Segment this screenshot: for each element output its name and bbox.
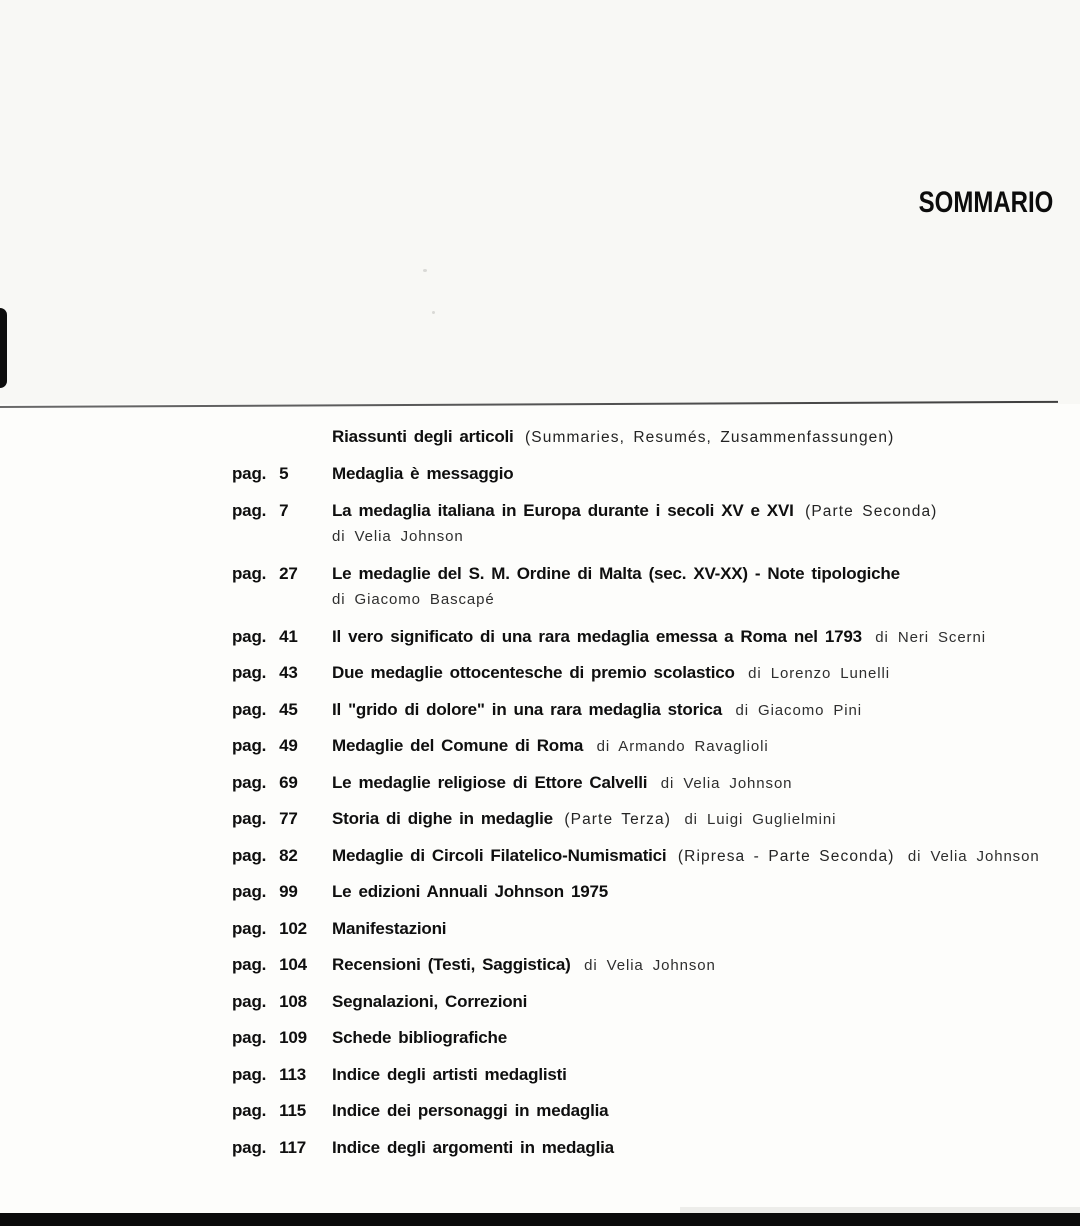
toc-row-pag-49 <box>232 736 1060 757</box>
page-number: 82 <box>279 845 298 865</box>
toc-row-pag-113 <box>232 1065 1060 1086</box>
page-label: pag. <box>232 882 267 901</box>
entry-author: di Lorenzo Lunelli <box>748 665 890 682</box>
entry-title: Le edizioni Annuali Johnson 1975 <box>332 882 608 901</box>
page-number: 113 <box>279 1064 306 1084</box>
toc-row-pag-43 <box>232 663 1060 684</box>
page-label: pag. <box>232 563 267 583</box>
toc-row-pag-77 <box>232 809 1060 830</box>
bottom-scan-bar <box>0 1213 1080 1226</box>
toc-row-pag-5 <box>232 464 1060 485</box>
entry-title: Le medaglie religiose di Ettore Calvelli <box>332 772 648 792</box>
page-label: pag. <box>232 1137 267 1157</box>
toc-row-riassunti <box>232 427 1060 448</box>
toc-row-pag-99 <box>232 882 1060 903</box>
toc-row-pag-41 <box>232 627 1060 648</box>
page-number: 7 <box>279 500 289 520</box>
page-number: 41 <box>279 626 298 646</box>
scan-speck <box>432 311 435 314</box>
page-label: pag. <box>232 663 267 682</box>
entry-title: La medaglia italiana in Europa durante i secoli XV e XVI <box>332 500 794 520</box>
page-number: 102 <box>279 918 307 938</box>
toc-row-pag-115 <box>232 1101 1060 1122</box>
toc-row-pag-27 <box>232 564 1060 609</box>
spine-mark <box>0 308 7 388</box>
entry-title: Medaglie di Circoli Filatelico-Numismatici <box>332 845 667 865</box>
entry-author: di Velia Johnson <box>332 527 464 545</box>
entry-title: Medaglie del Comune di Roma <box>332 736 584 755</box>
entry-title: Indice dei personaggi in medaglia <box>332 1101 609 1120</box>
page-number: 43 <box>279 663 298 682</box>
entry-title: Schede bibliografiche <box>332 1028 507 1047</box>
entry-author: di Velia Johnson <box>584 957 716 974</box>
toc-row-pag-108 <box>232 992 1060 1013</box>
page-column <box>232 427 332 448</box>
entry-title: Recensioni (Testi, Saggistica) <box>332 955 571 974</box>
page-label: pag. <box>232 736 267 755</box>
page-label: pag. <box>232 1028 267 1047</box>
entry-author: di Armando Ravaglioli <box>596 738 769 755</box>
entry-title: Medaglia è messaggio <box>332 464 514 483</box>
entry-title: Il vero significato di una rara medaglia emessa a Roma nel 1793 <box>332 626 862 646</box>
toc-row-pag-102 <box>232 919 1060 940</box>
toc-row-pag-109 <box>232 1028 1060 1049</box>
entry-title: Due medaglie ottocentesche di premio scolastico <box>332 663 735 682</box>
entry-author: di Giacomo Pini <box>735 701 863 719</box>
page-number: 45 <box>279 699 298 719</box>
entry-title: Manifestazioni <box>332 918 447 938</box>
entry-title: Il "grido di dolore" in una rara medaglia storica <box>332 699 723 719</box>
entry-title: Riassunti degli articoli <box>332 427 514 446</box>
page-number: 104 <box>279 955 307 974</box>
page-number: 5 <box>279 464 289 483</box>
page-number: 69 <box>279 772 298 792</box>
page-label: pag. <box>232 772 267 792</box>
page-number: 115 <box>279 1101 306 1120</box>
entry-title: Storia di dighe in medaglie <box>332 809 553 828</box>
scan-speck <box>423 269 427 272</box>
page-number: 99 <box>279 882 298 901</box>
entry-title: Segnalazioni, Correzioni <box>332 991 528 1011</box>
page-number: 77 <box>279 809 298 828</box>
page-label: pag. <box>232 809 267 828</box>
page-number: 117 <box>279 1137 306 1157</box>
toc-row-pag-82 <box>232 846 1060 867</box>
page-label: pag. <box>232 1064 267 1084</box>
page-number: 27 <box>279 563 298 583</box>
toc-row-pag-104 <box>232 955 1060 976</box>
page-number: 49 <box>279 736 298 755</box>
page-label: pag. <box>232 626 267 646</box>
entry-title: Le medaglie del S. M. Ordine di Malta (sec. XV-XX) - Note tipologiche <box>332 563 900 583</box>
entry-note: (Parte Terza) <box>564 811 671 828</box>
page-label: pag. <box>232 918 267 938</box>
page-number: 108 <box>279 991 307 1011</box>
page-label: pag. <box>232 1101 267 1120</box>
page-label: pag. <box>232 955 267 974</box>
page-label: pag. <box>232 500 267 520</box>
entry-author: di Giacomo Bascapé <box>332 590 495 608</box>
page-title: SOMMARIO <box>918 186 1053 219</box>
toc-row-pag-117 <box>232 1138 1060 1159</box>
page-number: 109 <box>279 1028 307 1047</box>
toc-row-pag-45 <box>232 700 1060 721</box>
entry-note: (Parte Seconda) <box>805 502 938 520</box>
entry-title: Indice degli argomenti in medaglia <box>332 1137 614 1157</box>
entry-author: di Velia Johnson <box>660 774 793 792</box>
entry-author: di Luigi Guglielmini <box>684 811 837 828</box>
page-label: pag. <box>232 845 267 865</box>
table-of-contents <box>232 427 1060 1174</box>
entry-author: di Velia Johnson <box>907 847 1040 865</box>
toc-row-pag-7 <box>232 501 1060 546</box>
page-label: pag. <box>232 699 267 719</box>
entry-title: Indice degli artisti medaglisti <box>332 1064 567 1084</box>
entry-note: (Summaries, Resumés, Zusammenfassungen) <box>525 429 895 446</box>
entry-note: (Ripresa - Parte Seconda) <box>677 847 895 865</box>
entry-author: di Neri Scerni <box>875 628 986 646</box>
page-label: pag. <box>232 991 267 1011</box>
page-label: pag. <box>232 464 267 483</box>
toc-row-pag-69 <box>232 773 1060 794</box>
